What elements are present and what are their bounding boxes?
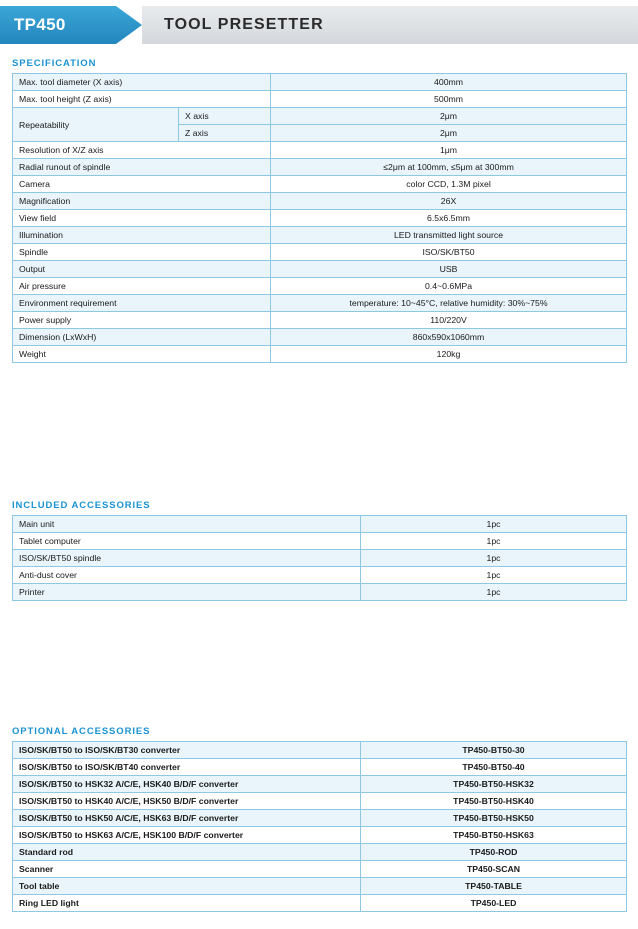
table-row [13,193,627,210]
table-row [13,861,627,878]
spec-label: Camera [13,176,271,193]
table-row [13,176,627,193]
option-code: TP450-BT50-HSK63 [361,827,627,844]
table-row [13,159,627,176]
spec-label: Magnification [13,193,271,210]
spec-label: Resolution of X/Z axis [13,142,271,159]
spec-value: 1μm [271,142,627,159]
option-name: ISO/SK/BT50 to HSK63 A/C/E, HSK100 B/D/F converter [13,827,361,844]
table-row [13,261,627,278]
table-row [13,244,627,261]
table-row [13,91,627,108]
table-row [13,827,627,844]
spec-label: Max. tool diameter (X axis) [13,74,271,91]
spec-label: Weight [13,346,271,363]
table-row [13,108,627,125]
spec-value: 2μm [271,108,627,125]
option-name: Scanner [13,861,361,878]
spec-label: Spindle [13,244,271,261]
table-row [13,227,627,244]
option-code: TP450-BT50-40 [361,759,627,776]
spec-value: 110/220V [271,312,627,329]
table-row [13,793,627,810]
table-row [13,312,627,329]
accessory-qty: 1pc [361,516,627,533]
table-row [13,844,627,861]
accessory-qty: 1pc [361,550,627,567]
accessory-qty: 1pc [361,533,627,550]
spec-label-repeatability: Repeatability [13,108,179,142]
table-row [13,742,627,759]
table-row [13,346,627,363]
model-label: TP450 [14,15,66,34]
table-row [13,210,627,227]
spec-label: Power supply [13,312,271,329]
accessory-qty: 1pc [361,567,627,584]
spec-value: 860x590x1060mm [271,329,627,346]
option-name: Standard rod [13,844,361,861]
table-row [13,759,627,776]
spec-value: 500mm [271,91,627,108]
table-row [13,567,627,584]
specification-heading: SPECIFICATION [12,58,97,69]
spec-value: 400mm [271,74,627,91]
option-code: TP450-LED [361,895,627,912]
page-title: TOOL PRESETTER [164,16,324,33]
option-code: TP450-BT50-30 [361,742,627,759]
table-row [13,74,627,91]
option-name: ISO/SK/BT50 to HSK32 A/C/E, HSK40 B/D/F converter [13,776,361,793]
option-name: Tool table [13,878,361,895]
accessory-name: Main unit [13,516,361,533]
option-name: ISO/SK/BT50 to ISO/SK/BT40 converter [13,759,361,776]
accessory-name: ISO/SK/BT50 spindle [13,550,361,567]
spec-value: LED transmitted light source [271,227,627,244]
accessory-name: Printer [13,584,361,601]
spec-value: ISO/SK/BT50 [271,244,627,261]
spec-label: Output [13,261,271,278]
table-row [13,516,627,533]
spec-value: 6.5x6.5mm [271,210,627,227]
included-accessories-heading: INCLUDED ACCESSORIES [12,500,151,511]
spec-sublabel: X axis [179,108,271,125]
optional-accessories-table [12,741,627,912]
page-header [0,6,638,44]
table-row [13,329,627,346]
spec-value: 120kg [271,346,627,363]
spec-value: 26X [271,193,627,210]
spec-label: Environment requirement [13,295,271,312]
option-name: ISO/SK/BT50 to ISO/SK/BT30 converter [13,742,361,759]
spec-label: Illumination [13,227,271,244]
spec-value: temperature: 10~45°C, relative humidity: 30%~75% [271,295,627,312]
option-code: TP450-ROD [361,844,627,861]
header-title-bar [142,6,638,44]
spec-value: 0.4~0.6MPa [271,278,627,295]
table-row [13,295,627,312]
table-row [13,278,627,295]
option-code: TP450-BT50-HSK32 [361,776,627,793]
table-row [13,810,627,827]
spec-value: USB [271,261,627,278]
accessory-name: Tablet computer [13,533,361,550]
header-arrow-shape [116,6,142,44]
table-row [13,776,627,793]
specification-table [12,73,627,363]
spec-label: Dimension (LxWxH) [13,329,271,346]
optional-accessories-heading: OPTIONAL ACCESSORIES [12,726,151,737]
option-name: Ring LED light [13,895,361,912]
table-row [13,878,627,895]
spec-sublabel: Z axis [179,125,271,142]
spec-value: ≤2μm at 100mm, ≤5μm at 300mm [271,159,627,176]
option-code: TP450-SCAN [361,861,627,878]
option-name: ISO/SK/BT50 to HSK50 A/C/E, HSK63 B/D/F converter [13,810,361,827]
table-row [13,533,627,550]
accessory-name: Anti-dust cover [13,567,361,584]
model-badge [0,6,116,44]
option-code: TP450-TABLE [361,878,627,895]
spec-value: 2μm [271,125,627,142]
table-row [13,142,627,159]
option-code: TP450-BT50-HSK40 [361,793,627,810]
spec-value: color CCD, 1.3M pixel [271,176,627,193]
table-row [13,895,627,912]
included-accessories-table [12,515,627,601]
optional-accessories-section [0,726,638,912]
accessory-qty: 1pc [361,584,627,601]
spec-label: Max. tool height (Z axis) [13,91,271,108]
spec-label: View field [13,210,271,227]
table-row [13,584,627,601]
spec-label: Air pressure [13,278,271,295]
option-name: ISO/SK/BT50 to HSK40 A/C/E, HSK50 B/D/F converter [13,793,361,810]
option-code: TP450-BT50-HSK50 [361,810,627,827]
specification-section [0,58,638,363]
datasheet-page [0,6,638,929]
table-row [13,550,627,567]
spec-label: Radial runout of spindle [13,159,271,176]
included-accessories-section [0,500,638,601]
